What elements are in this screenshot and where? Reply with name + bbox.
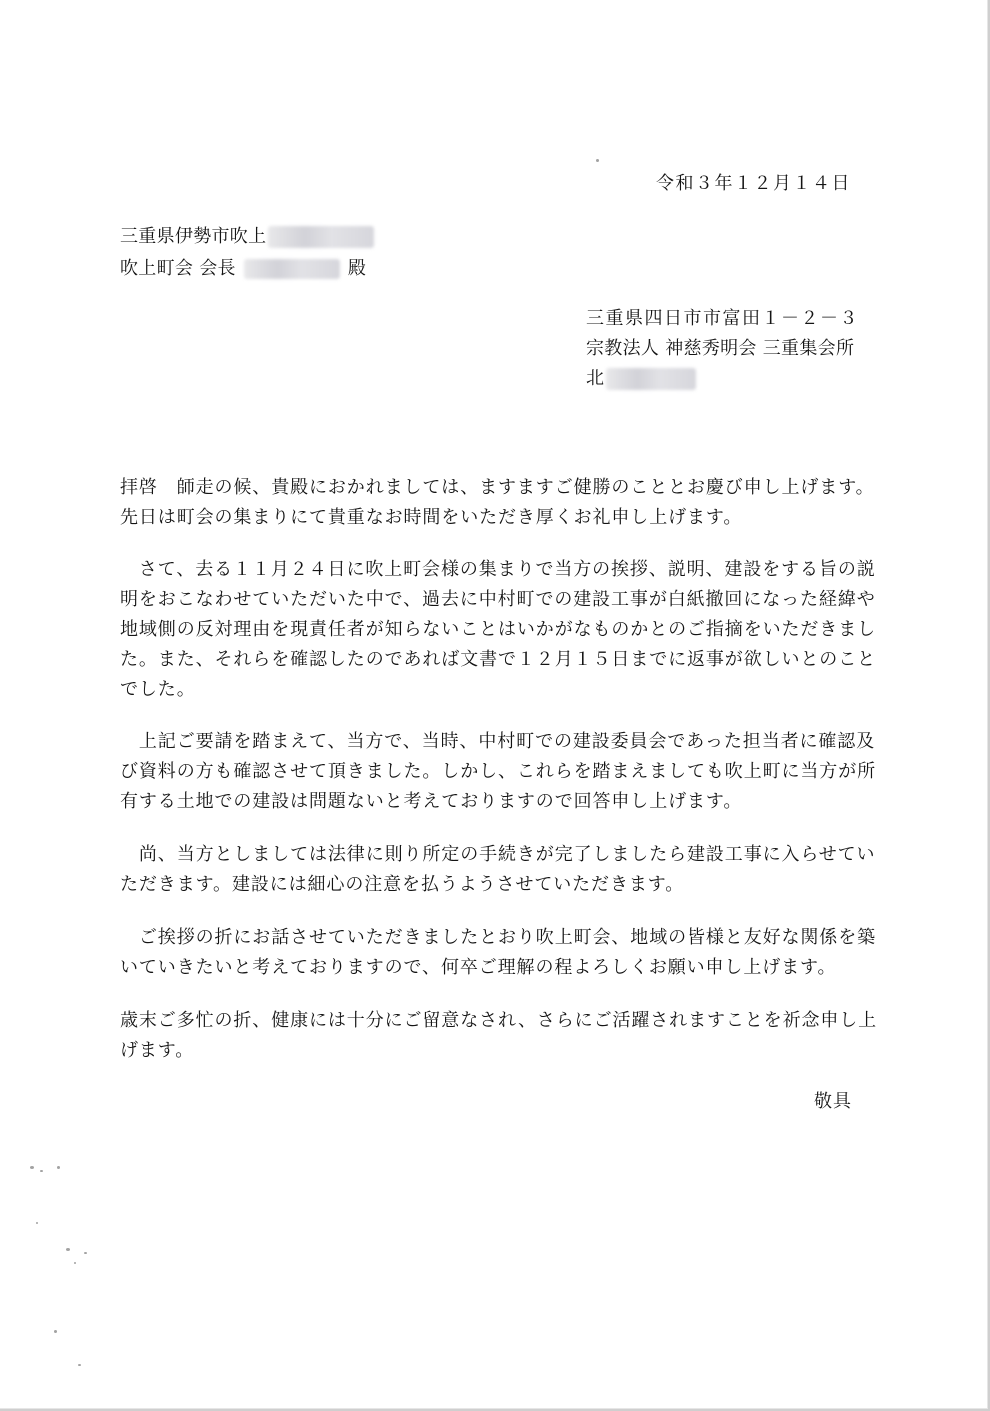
body-line: 上記ご要請を踏まえて、当方で、当時、中村町での建設委員会であった担当者に確認及: [120, 731, 876, 752]
body-line: 拝啓 師走の候、貴殿におかれましては、ますますご健勝のこととお慶び申し上げます。: [120, 477, 875, 498]
body-line: た。また、それらを確認したのであれば文書で１２月１５日までに返事が欲しいとのこと: [120, 649, 876, 670]
sender-name-line: [586, 364, 696, 394]
body-line: でした。: [120, 679, 196, 700]
closing-word: 敬具: [814, 1091, 852, 1112]
body-line: げます。: [120, 1040, 195, 1061]
recipient-name-line: [120, 254, 366, 284]
scan-speck: [66, 1248, 70, 1251]
scan-speck: [74, 1262, 76, 1264]
scan-speck: [36, 1222, 38, 1224]
body-line: ご挨拶の折にお話させていただきましたとおり吹上町会、地域の皆様と友好な関係を築: [120, 927, 876, 948]
redacted-sender-name: [606, 368, 696, 390]
sender-address: 三重県四日市市富田１－２－３: [586, 308, 859, 329]
body-line: び資料の方も確認させて頂きました。しかし、これらを踏まえましても吹上町に当方が所: [120, 761, 876, 782]
scan-speck: [84, 1252, 87, 1254]
redacted-chair-name: [244, 259, 340, 279]
scan-speck: [596, 159, 599, 162]
sender-name: 北: [586, 368, 605, 389]
scan-speck: [78, 1364, 81, 1366]
recipient-honorific: 殿: [347, 258, 367, 279]
body-line: 歳末ご多忙の折、健康には十分にご留意なされ、さらにご活躍されますことを祈念申し上: [120, 1010, 878, 1031]
recipient-org: 吹上町会 会長: [120, 258, 236, 279]
body-line: ただきます。建設には細心の注意を払うようさせていただきます。: [120, 874, 685, 895]
recipient-address: 三重県伊勢市吹上: [120, 226, 267, 247]
letter-date: 令和３年１２月１４日: [656, 173, 851, 194]
body-line: さて、去る１１月２４日に吹上町会様の集まりで当方の挨拶、説明、建設をする旨の説: [120, 559, 876, 580]
scan-speck: [30, 1166, 34, 1169]
body-line: 明をおこなわせていただいた中で、過去に中村町での建設工事が白紙撤回になった経緯や: [120, 589, 876, 610]
body-line: いていきたいと考えておりますので、何卒ご理解の程よろしくお願い申し上げます。: [120, 957, 837, 978]
body-line: 有する土地での建設は問題ないと考えておりますので回答申し上げます。: [120, 791, 743, 812]
sender-org: 宗教法人 神慈秀明会 三重集会所: [586, 338, 855, 359]
body-line: 尚、当方としましては法律に則り所定の手続きが完了しましたら建設工事に入らせてい: [120, 844, 876, 865]
scan-speck: [40, 1170, 43, 1172]
body-line: 地域側の反対理由を現責任者が知らないことはいかがなものかとのご指摘をいただきまし: [120, 619, 876, 640]
scan-speck: [54, 1330, 57, 1333]
body-line: 先日は町会の集まりにて貴重なお時間をいただき厚くお礼申し上げます。: [120, 507, 743, 528]
recipient-address-line: [120, 222, 374, 252]
scan-speck: [57, 1166, 60, 1169]
redacted-address: [268, 226, 374, 248]
